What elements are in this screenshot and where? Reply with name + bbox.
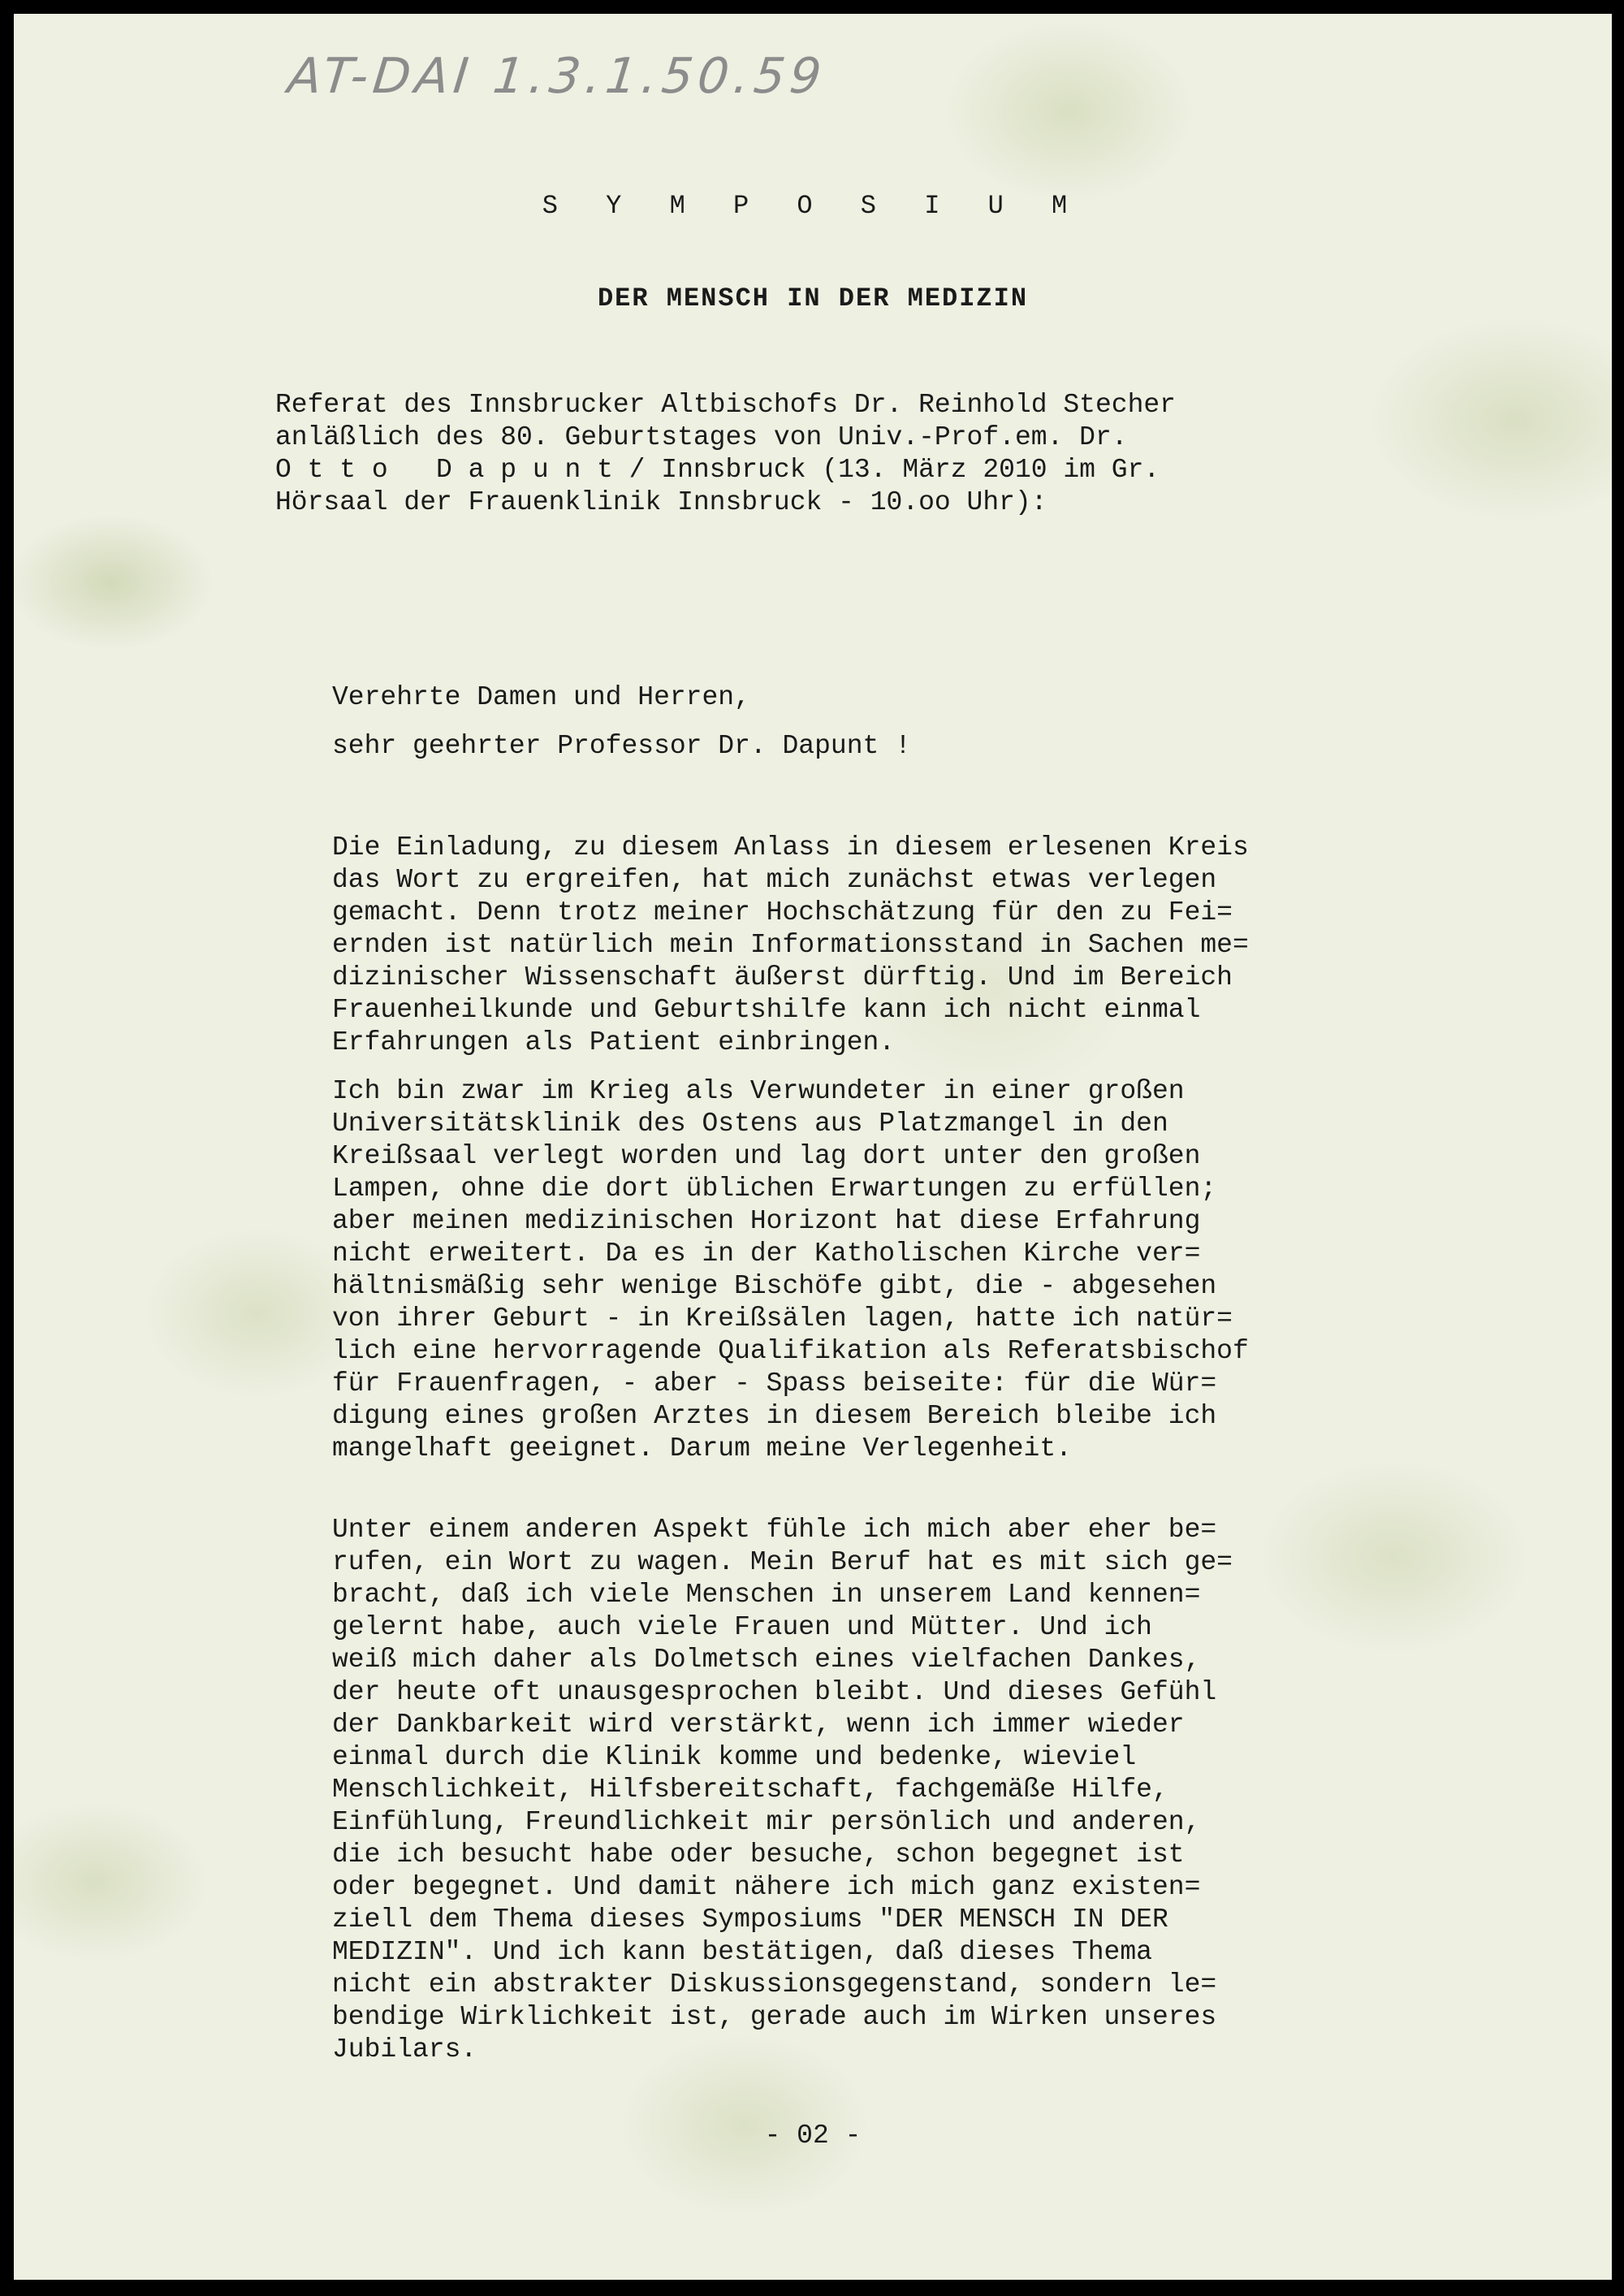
paragraph-line: bracht, daß ich viele Menschen in unserem Land kennen= xyxy=(332,1580,1201,1610)
paragraph-line: nicht ein abstrakter Diskussionsgegenstand, sondern le= xyxy=(332,1970,1217,2000)
intro-line: O t t o D a p u n t / Innsbruck (13. März 2010 im Gr. xyxy=(275,455,1160,485)
paragraph-line: Frauenheilkunde und Geburtshilfe kann ich nicht einmal xyxy=(332,995,1201,1025)
paragraph-line: einmal durch die Klinik komme und bedenke, wieviel xyxy=(332,1742,1137,1772)
paragraph-1 xyxy=(332,832,1510,1059)
paragraph-line: Jubilars. xyxy=(332,2034,477,2065)
paragraph-line: Die Einladung, zu diesem Anlass in diesem erlesenen Kreis xyxy=(332,832,1249,863)
document-subheading: DER MENSCH IN DER MEDIZIN xyxy=(597,283,1029,313)
page-number: - 02 - xyxy=(764,2121,862,2151)
paragraph-line: lich eine hervorragende Qualifikation als Referatsbischof xyxy=(332,1336,1249,1366)
paragraph-line: gemacht. Denn trotz meiner Hochschätzung für den zu Fei= xyxy=(332,897,1233,927)
paragraph-line: Universitätsklinik des Ostens aus Platzmangel in den xyxy=(332,1109,1168,1139)
paragraph-line: ernden ist natürlich mein Informationsstand in Sachen me= xyxy=(332,930,1249,960)
paragraph-line: weiß mich daher als Dolmetsch eines vielfachen Dankes, xyxy=(332,1645,1201,1675)
paragraph-line: gelernt habe, auch viele Frauen und Mütter. Und ich xyxy=(332,1612,1152,1642)
paragraph-line: der Dankbarkeit wird verstärkt, wenn ich immer wieder xyxy=(332,1710,1185,1740)
document-page xyxy=(14,14,1612,2280)
greeting-line-1: Verehrte Damen und Herren, xyxy=(332,682,750,712)
paragraph-line: oder begegnet. Und damit nähere ich mich ganz existen= xyxy=(332,1872,1201,1902)
paragraph-line: Unter einem anderen Aspekt fühle ich mich aber eher be= xyxy=(332,1515,1217,1545)
paragraph-line: Erfahrungen als Patient einbringen. xyxy=(332,1027,896,1057)
archive-reference-handwritten: AT-DAI 1.3.1.50.59 xyxy=(285,48,829,105)
intro-line: Hörsaal der Frauenklinik Innsbruck - 10.oo Uhr): xyxy=(275,487,1047,517)
paragraph-line: dizinischer Wissenschaft äußerst dürftig. Und im Bereich xyxy=(332,962,1233,992)
paragraph-line: mangelhaft geeignet. Darum meine Verlegenheit. xyxy=(332,1433,1072,1464)
paragraph-line: Menschlichkeit, Hilfsbereitschaft, fachgemäße Hilfe, xyxy=(332,1775,1168,1805)
paragraph-line: aber meinen medizinischen Horizont hat diese Erfahrung xyxy=(332,1206,1201,1236)
paragraph-line: der heute oft unausgesprochen bleibt. Und dieses Gefühl xyxy=(332,1677,1217,1707)
paragraph-line: bendige Wirklichkeit ist, gerade auch im Wirken unseres xyxy=(332,2002,1217,2032)
paragraph-line: von ihrer Geburt - in Kreißsälen lagen, hatte ich natür= xyxy=(332,1304,1233,1334)
paragraph-line: rufen, ein Wort zu wagen. Mein Beruf hat es mit sich ge= xyxy=(332,1547,1233,1577)
paragraph-line: Einfühlung, Freundlichkeit mir persönlich und anderen, xyxy=(332,1807,1201,1837)
paragraph-line: Lampen, ohne die dort üblichen Erwartungen zu erfüllen; xyxy=(332,1174,1217,1204)
paragraph-line: Kreißsaal verlegt worden und lag dort unter den großen xyxy=(332,1141,1201,1171)
paragraph-line: digung eines großen Arztes in diesem Bereich bleibe ich xyxy=(332,1401,1217,1431)
intro-block xyxy=(275,389,1412,519)
document-heading: S Y M P O S I U M xyxy=(542,191,1084,221)
paragraph-line: hältnismäßig sehr wenige Bischöfe gibt, die - abgesehen xyxy=(332,1271,1217,1301)
paragraph-line: MEDIZIN". Und ich kann bestätigen, daß dieses Thema xyxy=(332,1937,1152,1967)
greeting-line-2: sehr geehrter Professor Dr. Dapunt ! xyxy=(332,731,911,761)
intro-line: anläßlich des 80. Geburtstages von Univ.-Prof.em. Dr. xyxy=(275,422,1128,452)
paragraph-line: ziell dem Thema dieses Symposiums "DER MENSCH IN DER xyxy=(332,1905,1168,1935)
paragraph-3 xyxy=(332,1514,1510,2066)
paragraph-line: Ich bin zwar im Krieg als Verwundeter in einer großen xyxy=(332,1076,1185,1106)
paragraph-line: nicht erweitert. Da es in der Katholischen Kirche ver= xyxy=(332,1239,1201,1269)
paragraph-line: für Frauenfragen, - aber - Spass beiseite: für die Wür= xyxy=(332,1369,1217,1399)
paragraph-2 xyxy=(332,1075,1510,1465)
paragraph-line: das Wort zu ergreifen, hat mich zunächst etwas verlegen xyxy=(332,865,1217,895)
paragraph-line: die ich besucht habe oder besuche, schon begegnet ist xyxy=(332,1840,1185,1870)
intro-line: Referat des Innsbrucker Altbischofs Dr. Reinhold Stecher xyxy=(275,390,1176,420)
